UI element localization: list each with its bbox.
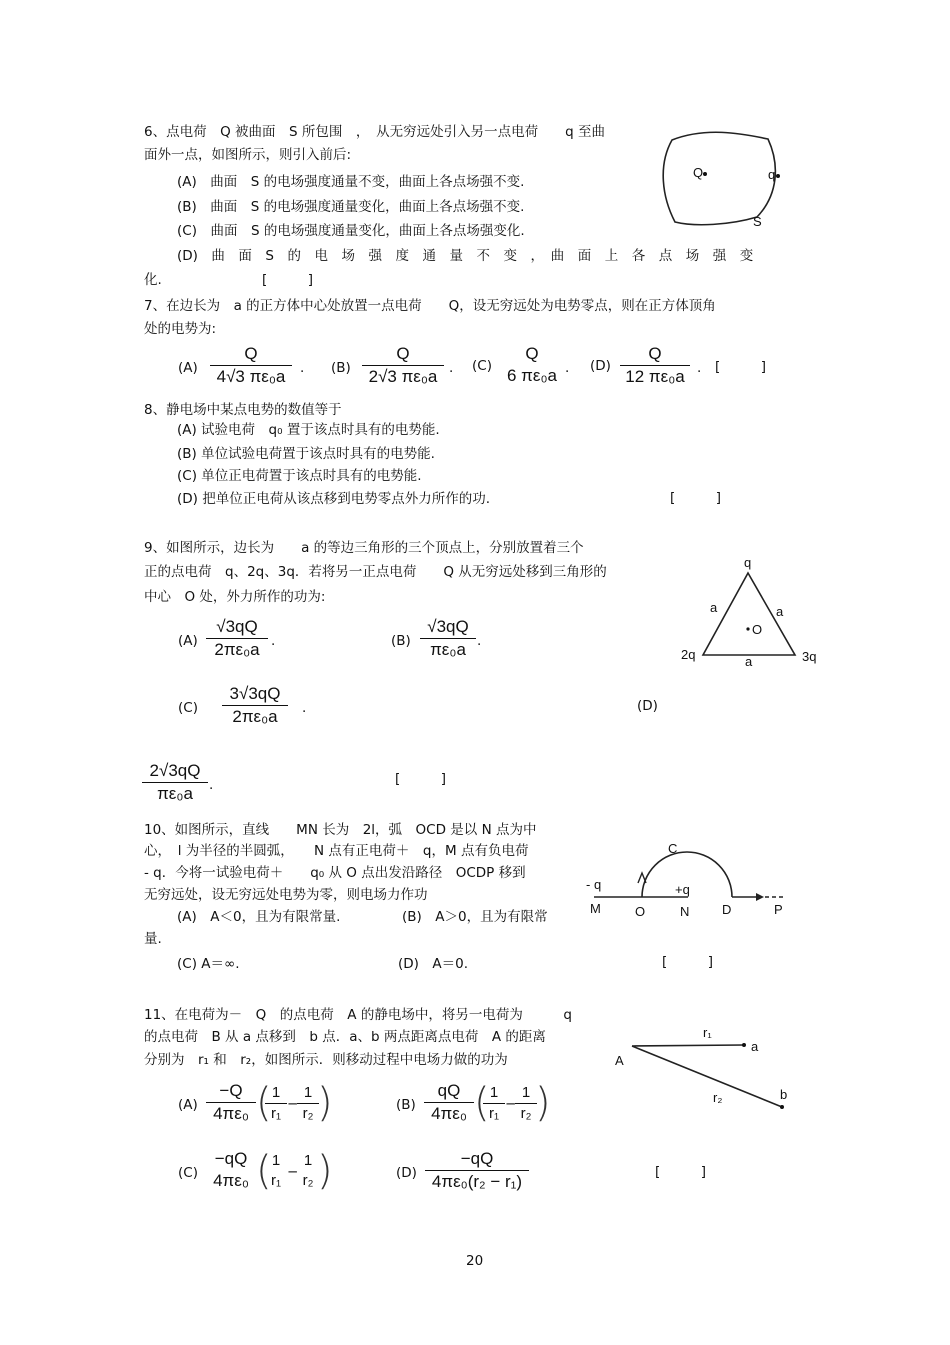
- numerator: 1: [489, 1084, 499, 1101]
- period: .: [209, 777, 214, 793]
- numerator: √3qQ: [427, 617, 469, 636]
- q9-label-c: (C): [178, 700, 198, 716]
- q11-fraction-c: [206, 1148, 256, 1192]
- page-number: 20: [466, 1253, 484, 1269]
- charge-q-dot: [776, 174, 780, 178]
- q7-stem-line1: 7、在边长为 a 的正方体中心处放置一点电荷 Q，设无穷远处为电势零点，则在正方体顶角: [144, 298, 716, 314]
- label-r2: r₂: [713, 1090, 723, 1105]
- vertex-top-label: q: [744, 555, 752, 570]
- q8-option-a: (A) 试验电荷 q₀ 置于该点时具有的电势能.: [177, 422, 440, 438]
- denominator: r₁: [270, 1172, 282, 1189]
- q10-option-a: (A) A＜0，且为有限常量.: [177, 909, 341, 925]
- line-A-b: [632, 1046, 782, 1107]
- label-A: A: [615, 1053, 624, 1068]
- q6-option-d: (D) 曲 面 S 的 电 场 强 度 通 量 不 变 ， 曲 面 上 各 点 场 强 变: [177, 248, 754, 264]
- minus-sign: −: [287, 1096, 299, 1112]
- period: .: [697, 360, 702, 376]
- label-M: M: [590, 901, 601, 916]
- gauss-surface-curve: [663, 132, 775, 224]
- q9-fraction-d: [142, 760, 208, 805]
- period: .: [477, 633, 482, 649]
- period: .: [300, 360, 305, 376]
- q8-option-c: (C) 单位正电荷置于该点时具有的电势能.: [177, 468, 422, 484]
- q10-stem-line3: - q．今将一试验电荷＋ q₀ 从 O 点出发沿路径 OCDP 移到: [144, 865, 526, 881]
- q7-fraction-a: [210, 343, 292, 388]
- frac-1-r1: [265, 1151, 287, 1191]
- q11-label-c: (C): [178, 1165, 198, 1181]
- denominator: 2πε₀a: [222, 705, 288, 728]
- numerator: 1: [303, 1152, 313, 1169]
- q10-figure: [580, 835, 800, 925]
- label-D: D: [722, 902, 732, 917]
- numerator: 2√3qQ: [149, 761, 201, 780]
- q7-label-b: (B): [331, 360, 351, 376]
- numerator: 1: [303, 1084, 313, 1101]
- minus-sign: −: [505, 1096, 517, 1112]
- numerator: −qQ: [214, 1149, 248, 1168]
- numerator: −qQ: [460, 1149, 494, 1168]
- q9-fraction-c: [222, 683, 288, 728]
- numerator: Q: [396, 344, 410, 363]
- q10-option-c: (C) A＝∞.: [177, 956, 240, 972]
- denominator: r₂: [297, 1103, 319, 1124]
- q9-label-a: (A): [178, 633, 198, 649]
- q9-fraction-a: [206, 616, 268, 661]
- denominator: 6 πε₀a: [507, 366, 557, 385]
- q8-option-b: (B) 单位试验电荷置于该点时具有的电势能.: [177, 446, 435, 462]
- label-neg-q: - q: [586, 877, 602, 892]
- q6-stem-line2: 面外一点，如图所示，则引入前后:: [144, 147, 352, 163]
- charge-Q-dot: [703, 172, 707, 176]
- vertex-right-label: 3q: [802, 649, 817, 664]
- q9-fraction-b: [420, 616, 476, 661]
- label-O: O: [635, 904, 646, 919]
- q11-answer-bracket: [ ]: [655, 1164, 707, 1180]
- denominator: 2πε₀a: [206, 638, 268, 661]
- period: .: [565, 360, 570, 376]
- numerator: 1: [521, 1084, 531, 1101]
- denominator: 4πε₀(r₂ − r₁): [425, 1170, 529, 1193]
- q10-stem-line4: 无穷远处，设无穷远处电势为零，则电场力作功: [144, 887, 428, 903]
- denominator: πε₀a: [420, 638, 476, 661]
- vertex-left-label: 2q: [681, 647, 696, 662]
- period: .: [302, 700, 307, 716]
- paren-left: (: [474, 1080, 490, 1126]
- q9-label-b: (B): [391, 633, 411, 649]
- label-S: S: [753, 214, 762, 229]
- q7-label-c: (C): [472, 358, 492, 374]
- center-dot: [746, 627, 749, 630]
- q8-stem: 8、静电场中某点电势的数值等于: [144, 402, 342, 418]
- q11-figure: [610, 1020, 810, 1120]
- side-right-label: a: [776, 604, 784, 619]
- label-r1: r₁: [703, 1025, 712, 1040]
- denominator: 2√3 πε₀a: [362, 365, 444, 388]
- numerator: √3qQ: [216, 617, 258, 636]
- q7-fraction-c: [502, 343, 562, 387]
- label-pos-q: +q: [675, 882, 690, 897]
- q10-option-d: (D) A＝0.: [398, 956, 469, 972]
- q6-option-c: (C) 曲面 S 的电场强度通量变化，曲面上各点场强变化.: [177, 223, 525, 239]
- q10-option-b: (B) A＞0，且为有限常: [402, 909, 548, 925]
- q8-option-d: (D) 把单位正电荷从该点移到电势零点外力所作的功.: [177, 491, 491, 507]
- label-N: N: [680, 904, 690, 919]
- minus-sign: −: [287, 1164, 299, 1180]
- numerator: 1: [271, 1084, 281, 1101]
- q10-answer-bracket: [ ]: [662, 954, 714, 970]
- q7-label-a: (A): [178, 360, 198, 376]
- q11-label-d: (D): [396, 1165, 417, 1181]
- numerator: 3√3qQ: [229, 684, 281, 703]
- frac-1-r2: [297, 1083, 319, 1124]
- denominator: 4√3 πε₀a: [210, 365, 292, 388]
- q9-answer-bracket: [ ]: [395, 771, 447, 787]
- frac-1-r1: [483, 1083, 505, 1124]
- q10-stem-line2: 心， l 为半径的半圆弧， N 点有正电荷＋ q，M 点有负电荷: [144, 843, 529, 859]
- q11-stem-line3: 分别为 r₁ 和 r₂，如图所示．则移动过程中电场力做的功为: [144, 1052, 508, 1068]
- numerator: Q: [648, 344, 662, 363]
- numerator: Q: [244, 344, 258, 363]
- q9-triangle-figure: [675, 553, 825, 673]
- q9-label-d: (D): [637, 698, 658, 714]
- period: .: [271, 633, 276, 649]
- numerator: Q: [525, 344, 539, 363]
- q7-fraction-b: [362, 343, 444, 388]
- q11-fraction-b: [424, 1080, 474, 1125]
- q11-fraction-a: [206, 1080, 256, 1125]
- denominator: r₁: [483, 1103, 505, 1124]
- paren-left: (: [256, 1148, 272, 1194]
- numerator: qQ: [437, 1081, 461, 1100]
- label-a: a: [751, 1039, 759, 1054]
- denominator: r₂: [302, 1172, 314, 1189]
- q11-label-b: (B): [396, 1097, 416, 1113]
- center-label: O: [752, 622, 763, 637]
- q7-label-d: (D): [590, 358, 611, 374]
- denominator: 4πε₀: [424, 1102, 474, 1125]
- label-C: C: [668, 841, 678, 856]
- q7-stem-line2: 处的电势为:: [144, 321, 217, 337]
- arc-arrow: [638, 873, 646, 883]
- numerator: −Q: [219, 1081, 243, 1100]
- label-P: P: [774, 902, 783, 917]
- q11-stem-line1: 11、在电荷为－ Q 的点电荷 A 的静电场中，将另一电荷为 q: [144, 1007, 572, 1023]
- paren-right: ): [535, 1080, 551, 1126]
- q6-option-a: (A) 曲面 S 的电场强度通量不变，曲面上各点场强不变.: [177, 174, 525, 190]
- side-left-label: a: [710, 600, 718, 615]
- q6-figure: [650, 125, 800, 235]
- q9-stem-line3: 中心 O 处，外力所作的功为:: [144, 589, 326, 605]
- frac-1-r2: [297, 1151, 319, 1191]
- denominator: 4πε₀: [206, 1102, 256, 1125]
- label-q: q: [768, 167, 776, 182]
- q11-fraction-d: [425, 1148, 529, 1193]
- frac-1-r1: [265, 1083, 287, 1124]
- frac-1-r2: [515, 1083, 537, 1124]
- denominator: 4πε₀: [213, 1171, 249, 1190]
- paren-left: (: [256, 1080, 272, 1126]
- point-b: [780, 1105, 784, 1109]
- q9-stem-line1: 9、如图所示，边长为 a 的等边三角形的三个顶点上，分别放置着三个: [144, 540, 584, 556]
- q7-answer-bracket: [ ]: [715, 359, 767, 375]
- q6-stem-line1: 6、点电荷 Q 被曲面 S 所包围 ， 从无穷远处引入另一点电荷 q 至曲: [144, 124, 605, 140]
- label-b: b: [780, 1087, 788, 1102]
- paren-right: ): [317, 1148, 333, 1194]
- q11-label-a: (A): [178, 1097, 198, 1113]
- denominator: r₂: [515, 1103, 537, 1124]
- q6-option-d-cont: 化.: [144, 272, 162, 288]
- denominator: r₁: [265, 1103, 287, 1124]
- arrow-P: [756, 893, 764, 901]
- q10-stem-line1: 10、如图所示，直线 MN 长为 2l，弧 OCD 是以 N 点为中: [144, 822, 537, 838]
- paren-right: ): [317, 1080, 333, 1126]
- label-Q: Q: [693, 165, 704, 180]
- period: .: [449, 360, 454, 376]
- q6-option-b: (B) 曲面 S 的电场强度通量变化，曲面上各点场强不变.: [177, 199, 525, 215]
- denominator: πε₀a: [142, 782, 208, 805]
- side-bottom-label: a: [745, 654, 753, 669]
- q10-option-b-cont: 量.: [144, 931, 162, 947]
- q8-answer-bracket: [ ]: [670, 490, 722, 506]
- q11-stem-line2: 的点电荷 B 从 a 点移到 b 点．a、b 两点距离点电荷 A 的距离: [144, 1029, 546, 1045]
- q9-stem-line2: 正的点电荷 q、2q、3q．若将另一正点电荷 Q 从无穷远处移到三角形的: [144, 564, 607, 580]
- q7-fraction-d: [620, 343, 690, 388]
- line-A-a: [632, 1045, 744, 1046]
- point-a: [742, 1043, 746, 1047]
- denominator: 12 πε₀a: [620, 365, 690, 388]
- numerator: 1: [271, 1152, 281, 1169]
- q6-answer-bracket: [ ]: [262, 272, 314, 288]
